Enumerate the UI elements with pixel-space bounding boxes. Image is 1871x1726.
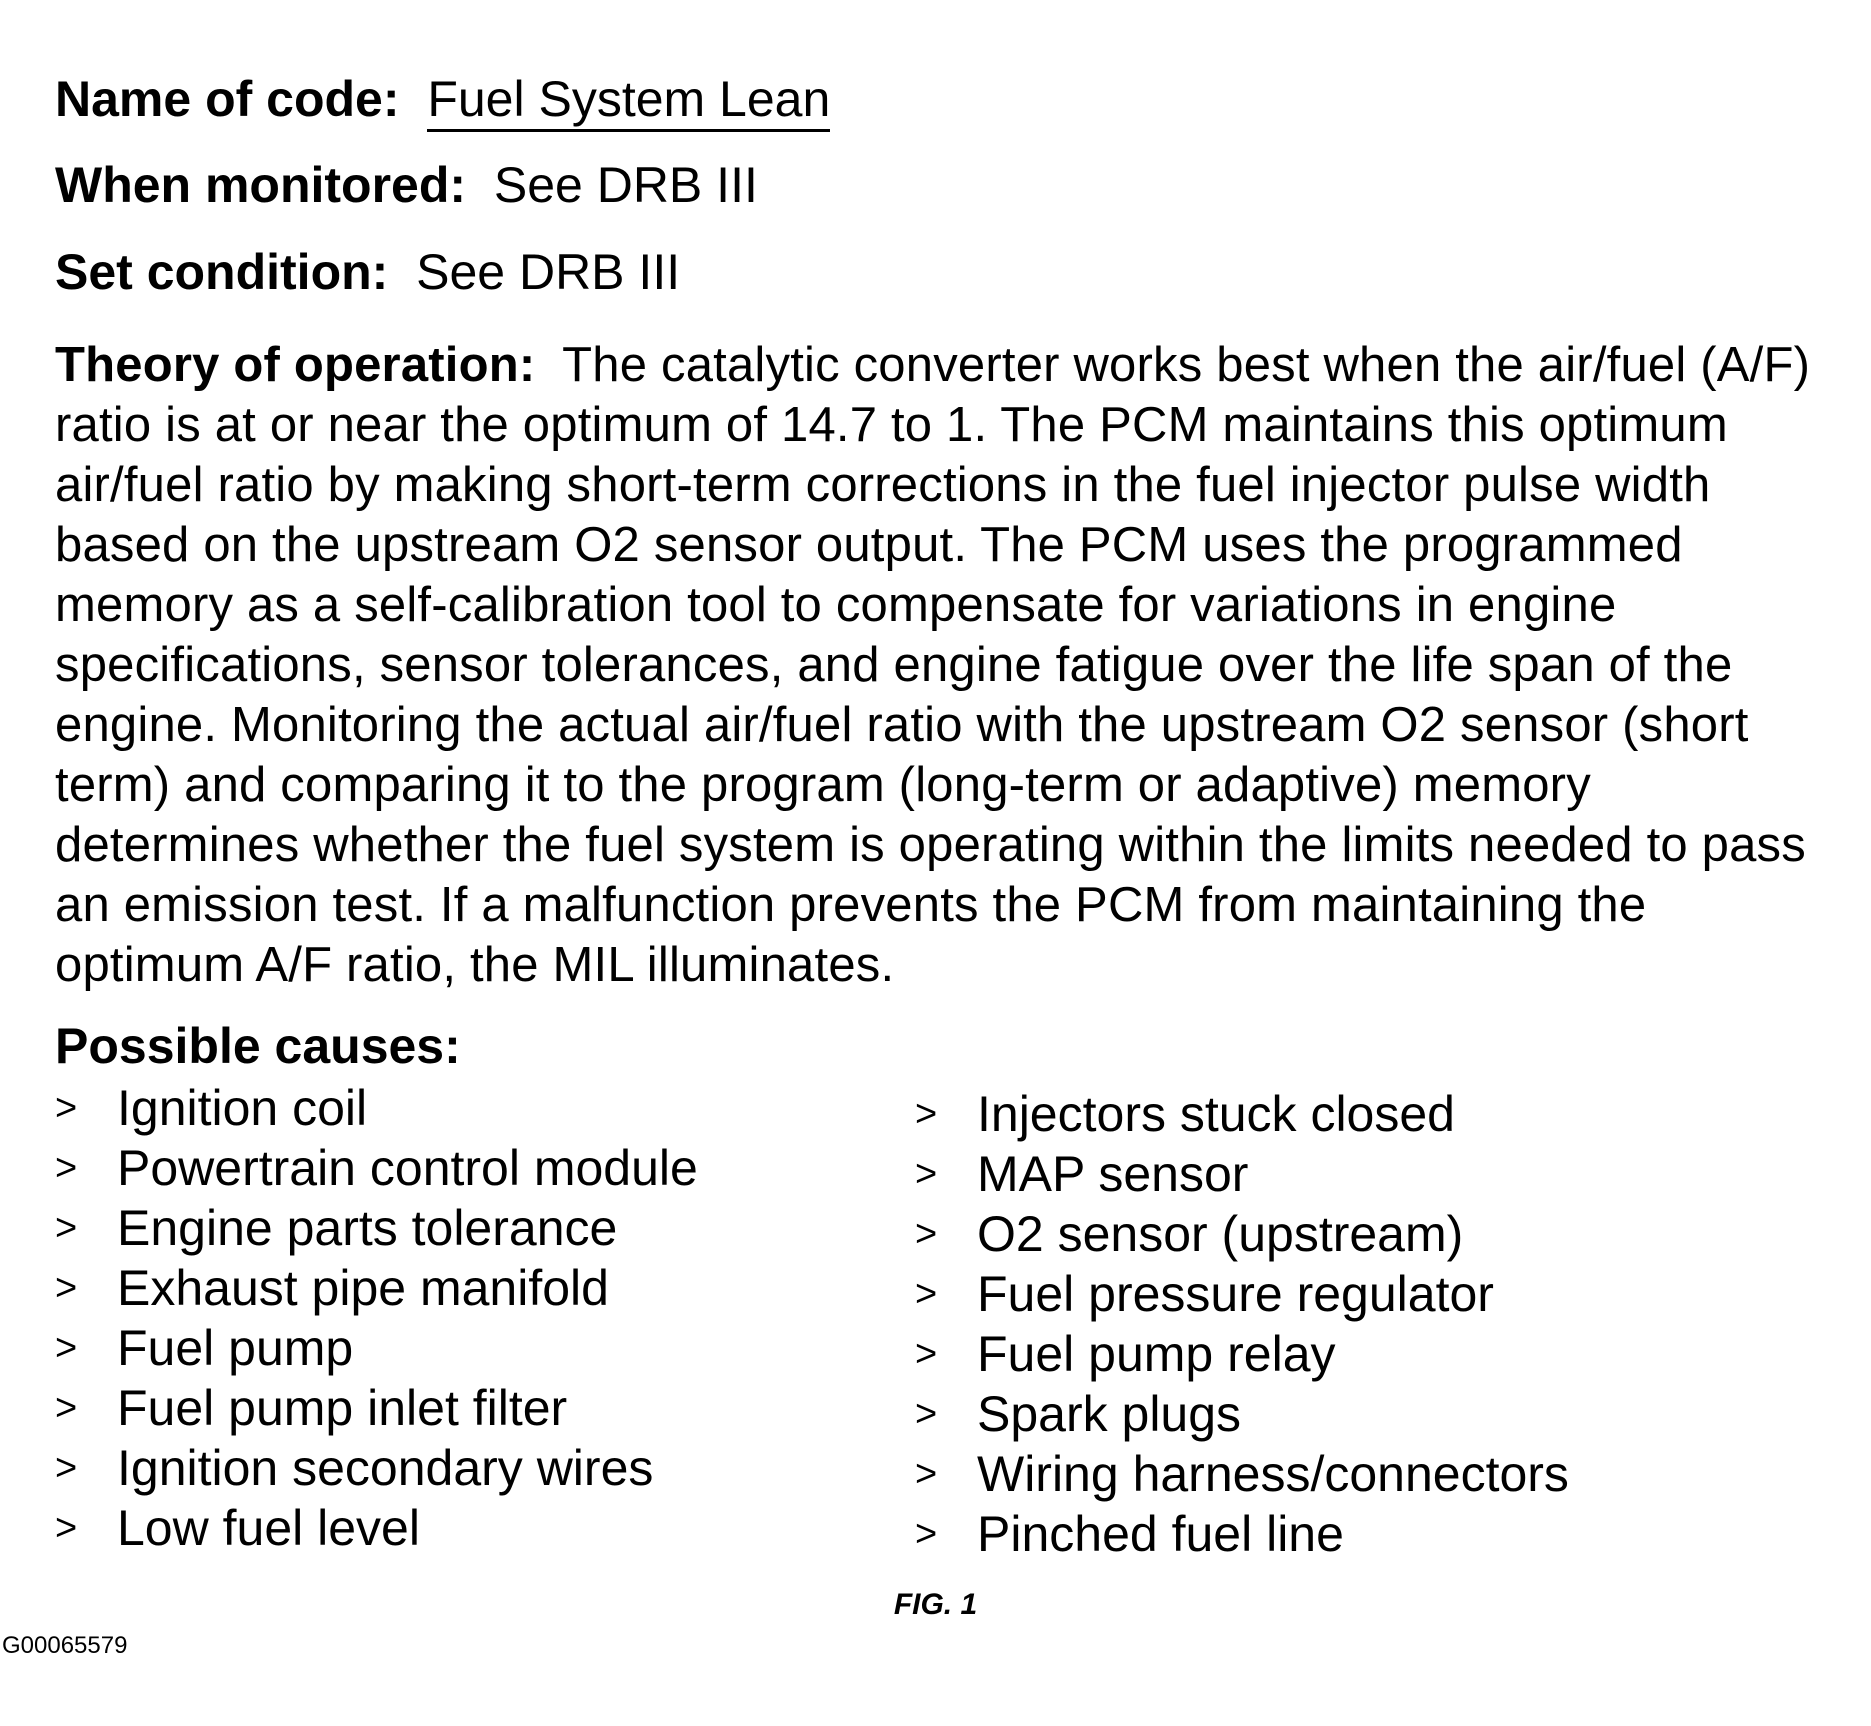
cause-text: Exhaust pipe manifold — [117, 1260, 609, 1316]
cause-text: Fuel pump inlet filter — [117, 1380, 568, 1436]
bullet-marker: > — [55, 1387, 78, 1429]
theory-text: The catalytic converter works best when the air/fuel (A/F) ratio is at or near the optimum of 14.7 to 1. The PCM maintains this optimum air/fuel ratio by making short-term corrections in the fuel injector pulse width based on the upstream O2 sensor output. The PCM uses the programmed memory as a self-calibration tool to compensate for variations in engine specifications, sensor tolerances, and engine fatigue over the life span of the engine. Monitoring the actual air/fuel ratio with the upstream O2 sensor (short term) and comparing it to the program (long-term or adaptive) memory determines whether the fuel system is operating within the limits needed to pass an emission test. If a malfunction prevents the PCM from maintaining the optimum A/F ratio, the MIL illuminates. — [55, 338, 1811, 992]
cause-text: Spark plugs — [977, 1386, 1242, 1442]
cause-text: Engine parts tolerance — [117, 1200, 618, 1256]
causes-list-right — [915, 1084, 1569, 1564]
bullet-marker: > — [915, 1153, 938, 1195]
bullet-marker: > — [915, 1093, 938, 1135]
code-name-label: Name of code: — [55, 71, 400, 127]
cause-item — [915, 1384, 1569, 1444]
when-monitored-row — [55, 156, 758, 214]
cause-item — [915, 1144, 1569, 1204]
cause-item — [55, 1318, 698, 1378]
cause-item — [55, 1378, 698, 1438]
bullet-marker: > — [915, 1273, 938, 1315]
cause-text: Ignition secondary wires — [117, 1440, 654, 1496]
bullet-marker: > — [55, 1327, 78, 1369]
cause-text: Fuel pressure regulator — [977, 1266, 1494, 1322]
cause-item — [915, 1264, 1569, 1324]
set-condition-label: Set condition: — [55, 244, 389, 300]
when-monitored-value: See DRB III — [493, 157, 758, 213]
theory-of-operation — [55, 335, 1845, 995]
cause-text: Powertrain control module — [117, 1140, 698, 1196]
code-name-row — [55, 70, 830, 132]
bullet-marker: > — [55, 1507, 78, 1549]
cause-item — [55, 1198, 698, 1258]
cause-text: Ignition coil — [117, 1080, 368, 1136]
bullet-marker: > — [55, 1267, 78, 1309]
figure-label: FIG. 1 — [893, 1588, 978, 1621]
cause-item — [55, 1138, 698, 1198]
cause-item — [915, 1204, 1569, 1264]
cause-text: Pinched fuel line — [977, 1506, 1344, 1562]
set-condition-row — [55, 243, 680, 301]
cause-item — [915, 1324, 1569, 1384]
figure-id: G00065579 — [2, 1632, 128, 1659]
theory-label: Theory of operation: — [55, 338, 536, 392]
cause-text: O2 sensor (upstream) — [977, 1206, 1464, 1262]
cause-item — [55, 1498, 698, 1558]
cause-text: Injectors stuck closed — [977, 1086, 1455, 1142]
bullet-marker: > — [915, 1513, 938, 1555]
cause-text: Low fuel level — [117, 1500, 420, 1556]
bullet-marker: > — [55, 1147, 78, 1189]
cause-text: Fuel pump — [117, 1320, 354, 1376]
causes-list-left — [55, 1078, 698, 1558]
cause-item — [55, 1438, 698, 1498]
cause-item — [915, 1084, 1569, 1144]
bullet-marker: > — [915, 1333, 938, 1375]
possible-causes-heading: Possible causes: — [55, 1018, 461, 1074]
bullet-marker: > — [55, 1207, 78, 1249]
cause-text: Fuel pump relay — [977, 1326, 1336, 1382]
bullet-marker: > — [55, 1447, 78, 1489]
cause-item — [55, 1078, 698, 1138]
cause-item — [915, 1504, 1569, 1564]
bullet-marker: > — [915, 1393, 938, 1435]
cause-text: MAP sensor — [977, 1146, 1249, 1202]
cause-text: Wiring harness/connectors — [977, 1446, 1569, 1502]
cause-item — [915, 1444, 1569, 1504]
bullet-marker: > — [915, 1453, 938, 1495]
set-condition-value: See DRB III — [416, 244, 681, 300]
when-monitored-label: When monitored: — [55, 157, 467, 213]
cause-item — [55, 1258, 698, 1318]
bullet-marker: > — [55, 1087, 78, 1129]
code-name-value: Fuel System Lean — [427, 73, 830, 132]
bullet-marker: > — [915, 1213, 938, 1255]
